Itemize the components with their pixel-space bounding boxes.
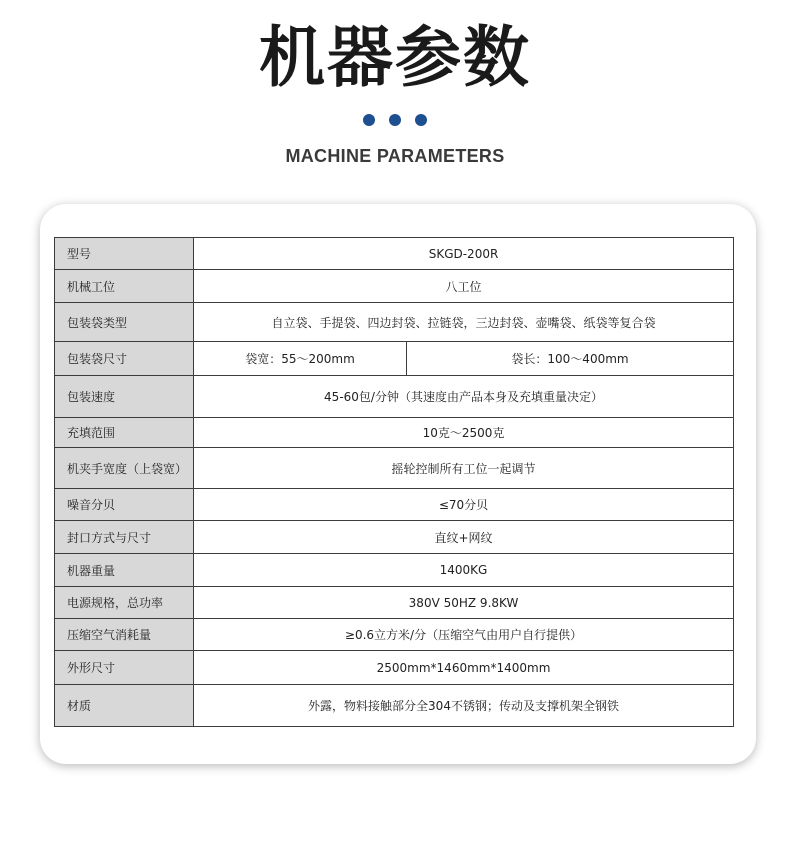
spec-value-width: 袋宽：55～200mm (194, 342, 407, 376)
spec-label: 型号 (55, 238, 194, 270)
spec-value-length: 袋长：100～400mm (407, 342, 734, 376)
spec-row-model (55, 238, 734, 270)
spec-table (54, 237, 734, 727)
dot-icon (389, 114, 401, 126)
page-subtitle: MACHINE PARAMETERS (285, 146, 505, 166)
decorative-dots (0, 114, 790, 126)
spec-label: 封口方式与尺寸 (55, 521, 194, 554)
spec-value: 45-60包/分钟（其速度由产品本身及充填重量决定） (194, 376, 734, 418)
spec-label: 外形尺寸 (55, 651, 194, 685)
spec-value: 10克～2500克 (194, 418, 734, 448)
spec-row-clamp-width (55, 448, 734, 489)
spec-row-speed (55, 376, 734, 418)
spec-label: 压缩空气消耗量 (55, 619, 194, 651)
spec-row-power (55, 587, 734, 619)
spec-value: 外露，物料接触部分全304不锈钢；传动及支撑机架全钢铁 (194, 685, 734, 727)
spec-value: 2500mm*1460mm*1400mm (194, 651, 734, 685)
spec-value: 1400KG (194, 554, 734, 587)
spec-row-sealing (55, 521, 734, 554)
spec-value: 自立袋、手提袋、四边封袋、拉链袋，三边封袋、壶嘴袋、纸袋等复合袋 (194, 303, 734, 342)
spec-value: 摇轮控制所有工位一起调节 (194, 448, 734, 489)
spec-label: 包装袋类型 (55, 303, 194, 342)
spec-row-noise (55, 489, 734, 521)
spec-label: 材质 (55, 685, 194, 727)
spec-row-bag-size (55, 342, 734, 376)
spec-label: 噪音分贝 (55, 489, 194, 521)
spec-label: 包装速度 (55, 376, 194, 418)
spec-label: 机器重量 (55, 554, 194, 587)
spec-value: 直纹+网纹 (194, 521, 734, 554)
spec-label: 机夹手宽度（上袋宽） (55, 448, 194, 489)
dot-icon (363, 114, 375, 126)
spec-row-stations (55, 270, 734, 303)
spec-label: 充填范围 (55, 418, 194, 448)
spec-value: SKGD-200R (194, 238, 734, 270)
spec-row-fill-range (55, 418, 734, 448)
spec-row-weight (55, 554, 734, 587)
dot-icon (415, 114, 427, 126)
spec-value: 380V 50HZ 9.8KW (194, 587, 734, 619)
spec-row-bag-type (55, 303, 734, 342)
spec-row-material (55, 685, 734, 727)
spec-label: 包装袋尺寸 (55, 342, 194, 376)
spec-label: 机械工位 (55, 270, 194, 303)
spec-label: 电源规格，总功率 (55, 587, 194, 619)
page-title: 机器参数 (259, 19, 531, 96)
spec-value: ≤70分贝 (194, 489, 734, 521)
spec-row-air (55, 619, 734, 651)
spec-value: ≥0.6立方米/分（压缩空气由用户自行提供） (194, 619, 734, 651)
spec-value: 八工位 (194, 270, 734, 303)
spec-row-dimensions (55, 651, 734, 685)
